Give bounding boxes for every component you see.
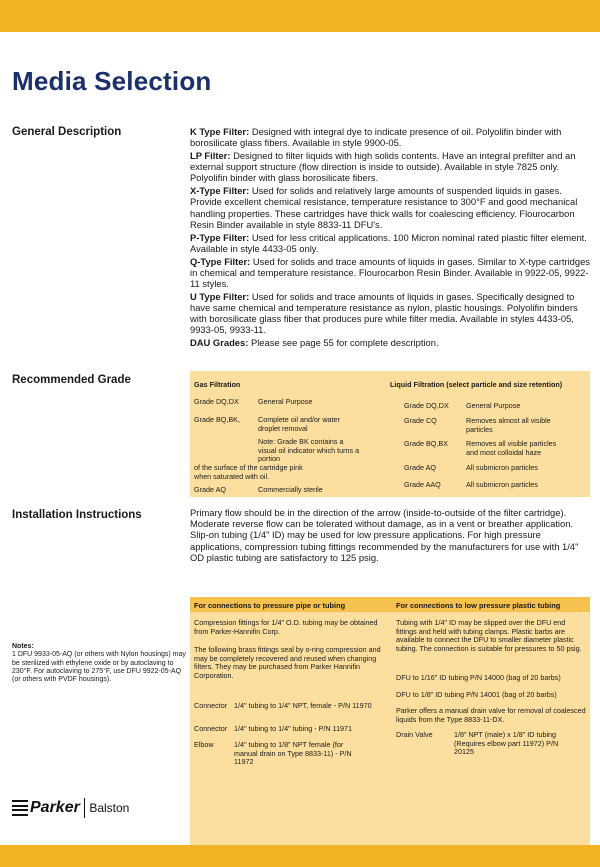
left-para-2: The following brass fittings seal by o-ring compression and may be completely recovered and reused when changing filters. They may be purchased from Parker Hannifin Corporation.	[194, 645, 381, 681]
logo-division: Balston	[89, 801, 130, 815]
liquid-grade-5: Grade AAQ	[404, 480, 441, 489]
logo-brand: Parker	[30, 799, 80, 816]
gas-desc-3: Commercially sterile	[258, 485, 323, 494]
liquid-grade-1: Grade DQ,DX	[404, 401, 449, 410]
section-heading-install: Installation Instructions	[12, 509, 142, 521]
left-row-1-label: Connector	[194, 701, 228, 710]
gas-grade-2: Grade BQ,BK,	[194, 415, 240, 424]
pressure-pipe-header: For connections to pressure pipe or tubing	[194, 601, 346, 610]
liquid-grade-3: Grade BQ,BX	[404, 439, 448, 448]
parker-balston-logo	[12, 798, 129, 818]
left-row-3-text: 1/4" tubing to 1/8" NPT female (for manual drain on Type 8833-11) - P/N 11972	[234, 740, 352, 767]
left-row-2-label: Connector	[194, 724, 228, 733]
filter-descriptions	[190, 126, 590, 350]
gas-desc-1: General Purpose	[258, 397, 313, 406]
gas-grade-1: Grade DQ,DX	[194, 397, 239, 406]
notes-heading: Notes:	[12, 643, 34, 650]
liquid-grade-2: Grade CQ	[404, 416, 437, 425]
liquid-desc-5: All submicron particles	[466, 480, 538, 489]
liquid-desc-3: Removes all visible particles and most colloidal haze	[466, 439, 557, 457]
section-heading-general: General Description	[12, 126, 122, 138]
top-accent-bar	[0, 0, 600, 32]
filter-q: Q-Type Filter: Used for solids and trace amounts of liquids in gases. Similar to X-type cartridges in chemical and temperature resistance. Flourocarbon Resin Binder. Available in 9922-05, 9922-11 styles.	[190, 255, 590, 290]
filter-p: P-Type Filter: Used for less critical applications. 100 Micron nominal rated plastic filter element. Available in style 4433-05 only.	[190, 231, 587, 254]
liquid-desc-1: General Purpose	[466, 401, 521, 410]
gas-note-2: of the surface of the cartridge pink when saturated with oil.	[194, 463, 303, 481]
notes	[12, 643, 187, 684]
notes-text: 1 DFU 9933-05-AQ (or others with Nylon housings) may be sterilized with ethylene oxide or by autoclaving to 230°F. For autoclaving to 275°F, use DFU 9922-05-AQ (or others with PVDF housings).	[12, 651, 186, 684]
left-row-3-label: Elbow	[194, 740, 214, 749]
gas-desc-2: Complete oil and/or water droplet removal	[258, 415, 340, 433]
drain-valve-label: Drain Valve	[396, 730, 433, 739]
grade-table	[190, 371, 590, 497]
left-para-1: Compression fittings for 1/4" O.D. tubing may be obtained from Parker-Hannifin Corp.	[194, 618, 378, 636]
bottom-accent-bar	[0, 845, 600, 867]
left-row-1-text: 1/4" tubing to 1/4" NPT, female - P/N 11970	[234, 701, 372, 710]
liquid-filtration-header: Liquid Filtration (select particle and size retention)	[390, 380, 563, 389]
liquid-desc-4: All submicron particles	[466, 463, 538, 472]
gas-note-1: Note: Grade BK contains a visual oil indicator which turns a portion	[258, 437, 360, 464]
filter-x: X-Type Filter: Used for solids and relatively large amounts of suspended liquids in gases. Provide excellent chemical resistance, temperature resistance to 300°F and good mechanical handling properties. These cartridges have thick walls for coalescing efficiency. Flourocarbon Resin Binder available in style 8833-11 DFU's.	[190, 185, 578, 230]
section-heading-grade: Recommended Grade	[12, 374, 131, 386]
right-row-2: DFU to 1/8" ID tubing P/N 14001 (bag of 20 barbs)	[396, 690, 557, 699]
filter-dau: DAU Grades: Please see page 55 for complete description.	[190, 337, 439, 349]
connections-table	[190, 597, 590, 849]
install-instructions: Primary flow should be in the direction of the arrow (inside-to-outside of the filter cartridge). Moderate reverse flow can be tolerated without damage, as in a vent or breather application. Slip-on tubing (1/4" ID) may be used for low pressure applications. For high pressure applications, compression tubing fittings recommended by the manufacturers for use with 1/4" OD plastic tubing are satisfactory to 125 psig.	[190, 507, 579, 563]
right-para-2: Parker offers a manual drain valve for removal of coalesced liquids from the Type 8833-11-DX.	[396, 706, 586, 724]
left-row-2-text: 1/4" tubing to 1/4" tubing - P/N 11971	[234, 724, 353, 733]
filter-lp: LP Filter: Designed to filter liquids with high solids contents. Have an integral prefilter and an external support structure (flow direction is inside to outside). Available in style 7825 only. Polyolifin binder with glass borosilicate fibers.	[190, 150, 576, 184]
liquid-desc-2: Removes almost all visible particles	[466, 416, 551, 434]
right-para-1: Tubing with 1/4" ID may be slipped over the DFU end fittings and held with tubing clamps. Plastic barbs are available to connect the DFU to smaller diameter plastic tubing. The connection is suitable for pressures to 50 psig.	[396, 618, 582, 654]
gas-filtration-header: Gas Filtration	[194, 380, 241, 389]
plastic-tubing-header: For connections to low pressure plastic tubing	[396, 601, 561, 610]
liquid-grade-4: Grade AQ	[404, 463, 436, 472]
filter-k: K Type Filter: Designed with integral dye to indicate presence of oil. Polyolifin binder with borosilicate glass fibers. Available in style 9900-05.	[190, 126, 562, 149]
filter-u: U Type Filter: Used for solids and trace amounts of liquids in gases. Specifically designed to have same chemical and temperature resistance as nylon, plastic housings. Polyolifin binders with borosilicate glass fiber that produces pure while filter media. Available in styles 4433-05, 9933-05, 9933-11.	[190, 290, 578, 336]
gas-grade-3: Grade AQ	[194, 485, 226, 494]
parker-stripes-icon	[12, 798, 28, 818]
page-title: Media Selection	[12, 66, 212, 96]
right-row-1: DFU to 1/16" ID tubing P/N 14000 (bag of 20 barbs)	[396, 673, 561, 682]
drain-valve-text: 1/8" NPT (male) x 1/8" ID tubing (Requires elbow part 11972) P/N 20125	[454, 730, 559, 757]
